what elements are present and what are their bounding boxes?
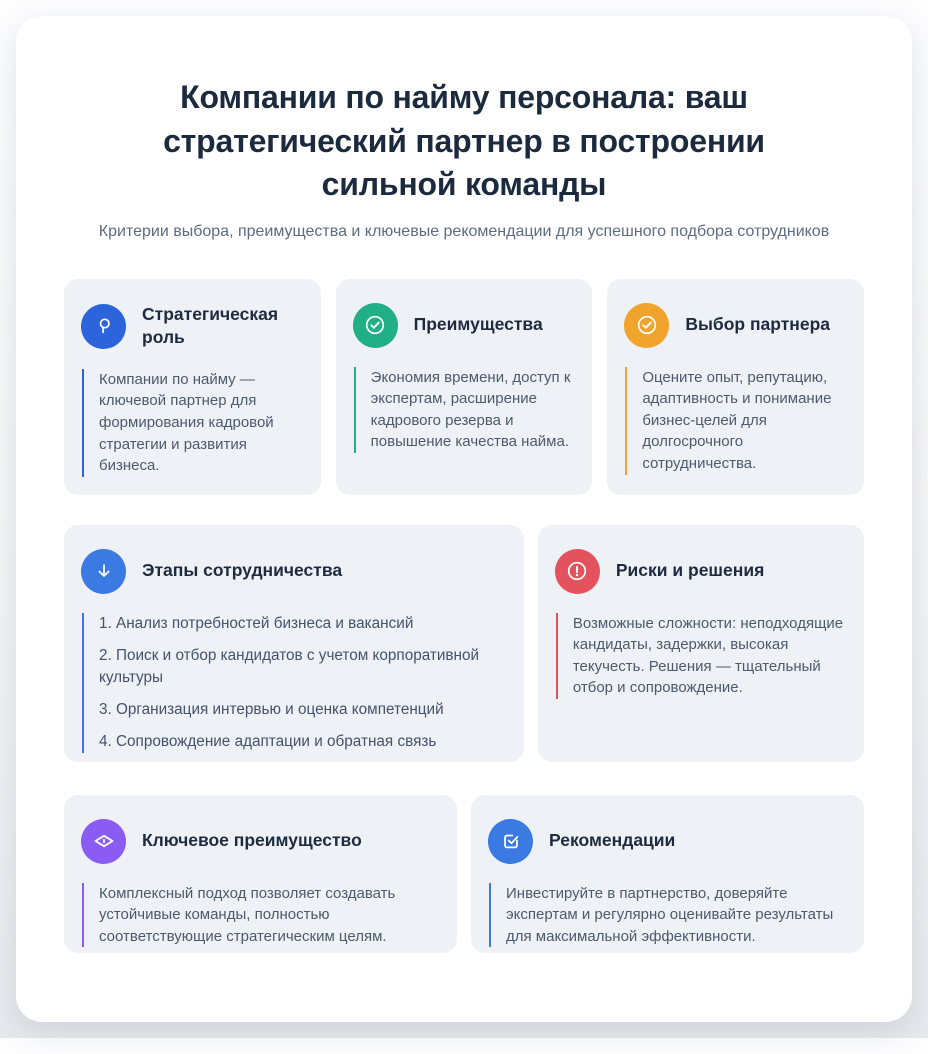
card-body: Комплексный подход позволяет создавать устойчивые команды, полностью соответствующие стратегическим целям. <box>82 883 437 948</box>
card-header <box>555 549 844 594</box>
eye-diamond-icon <box>81 819 126 864</box>
card-title: Риски и решения <box>615 560 765 581</box>
card-advantages <box>336 279 593 495</box>
card-key-advantage <box>64 795 457 953</box>
step-item: 4. Сопровождение адаптации и обратная связь <box>99 732 437 750</box>
card-partner-choice <box>607 279 864 495</box>
step-item: 1. Анализ потребностей бизнеса и вакансий <box>99 614 414 632</box>
card-header <box>81 303 301 350</box>
card-header <box>624 303 844 348</box>
card-recommendations <box>471 795 864 953</box>
card-header <box>81 549 504 594</box>
cards-row-2 <box>64 525 864 762</box>
cards-row-3 <box>64 795 864 953</box>
card-body: Оцените опыт, репутацию, адаптивность и понимание бизнес-целей для долгосрочного сотрудничества. <box>625 367 844 475</box>
page-subtitle: Критерии выбора, преимущества и ключевые рекомендации для успешного подбора сотрудников <box>98 222 830 240</box>
page-title: Компании по найму персонала: ваш стратегический партнер в построении сильной команды <box>163 79 765 203</box>
cards-row-1 <box>64 279 864 495</box>
card-body: Компании по найму — ключевой партнер для формирования кадровой стратегии и развития бизнеса. <box>82 369 301 477</box>
step-item: 2. Поиск и отбор кандидатов с учетом корпоративной культуры <box>99 646 480 686</box>
card-steps-list <box>82 613 504 753</box>
card-body: Экономия времени, доступ к экспертам, расширение кадрового резерва и повышение качества найма. <box>354 367 573 453</box>
card-header <box>81 819 437 864</box>
card-title: Рекомендации <box>549 830 676 851</box>
card-header <box>488 819 844 864</box>
card-header <box>353 303 573 348</box>
checkbox-check-icon <box>488 819 533 864</box>
card-strategic-role <box>64 279 321 495</box>
card-body: Инвестируйте в партнерство, доверяйте экспертам и регулярно оценивайте результаты для максимальной эффективности. <box>489 883 844 948</box>
card-title: Преимущества <box>413 314 543 335</box>
check-circle-icon <box>353 303 398 348</box>
card-title: Стратегическая роль <box>142 303 279 348</box>
card-title: Этапы сотрудничества <box>142 560 343 581</box>
card-body: Возможные сложности: неподходящие кандидаты, задержки, высокая текучесть. Решения — тщательный отбор и сопровождение. <box>556 613 844 699</box>
magnifier-icon <box>81 304 126 349</box>
card-title: Ключевое преимущество <box>142 830 362 851</box>
step-item: 3. Организация интервью и оценка компетенций <box>99 700 444 718</box>
card-risks-solutions <box>538 525 864 762</box>
check-circle-icon <box>624 303 669 348</box>
card-title: Выбор партнера <box>685 314 831 335</box>
infographic-panel <box>16 16 912 1022</box>
arrow-down-icon <box>81 549 126 594</box>
card-cooperation-stages <box>64 525 524 762</box>
alert-circle-icon <box>555 549 600 594</box>
